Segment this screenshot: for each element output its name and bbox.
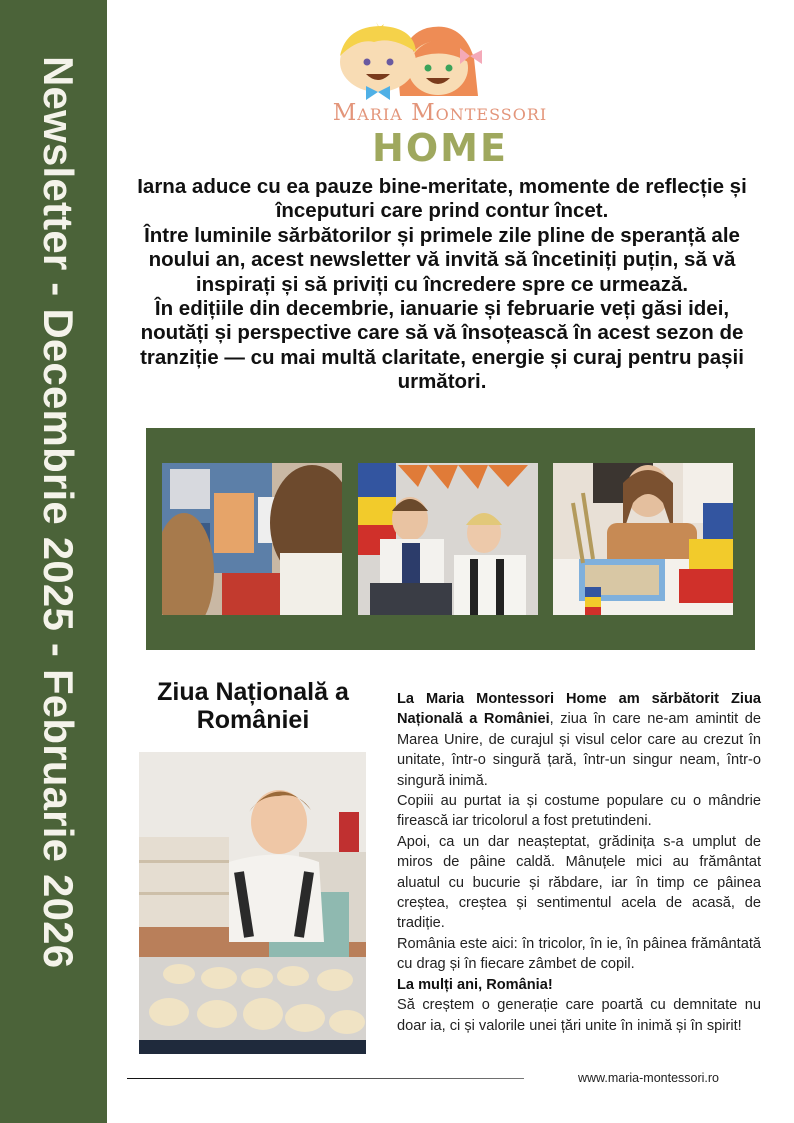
section-title: Ziua Națională a României bbox=[157, 678, 349, 734]
article-lead-bold: La Maria Montessori Home am sărbătorit Ziua Națională a României bbox=[397, 691, 761, 728]
kids-mascot-icon bbox=[322, 18, 492, 100]
gallery-photo-1 bbox=[162, 463, 342, 615]
article-paragraph: Apoi, ca un dar neașteptat, grădinița s-a umplut de miros de pâine caldă. Mânuțele mici au frământat aluatul cu bucurie și răbdare, iar în timp ce pâinea creștea, creștea și sentimentul acela de acasă, de tradiție. bbox=[397, 833, 761, 932]
logo-home-word: HOME bbox=[372, 126, 508, 170]
article-greeting-bold: La mulți ani, România! bbox=[397, 976, 553, 993]
article-paragraph: România este aici: în tricolor, în ie, în pâinea frământată cu drag și în fiecare zâmbet de copil. bbox=[397, 935, 761, 973]
intro-paragraph: În edițiile din decembrie, ianuarie și februarie veți găsi idei, noutăți și perspective care să vă însoțească în acest sezon de tranziție — cu mai multă claritate, energie și curaj pentru pașii următori. bbox=[140, 297, 744, 394]
website-link[interactable]: www.maria-montessori.ro bbox=[578, 1071, 720, 1085]
intro-paragraph: Între luminile sărbătorilor și primele zile pline de speranță ale noului an, acest newsletter vă invită să încetiniți puțin, să vă inspirați și să priviți cu încredere spre ce urmează. bbox=[144, 223, 740, 296]
section-photo bbox=[139, 752, 366, 1054]
intro-paragraph: Iarna aduce cu ea pauze bine-meritate, momente de reflecție și începuturi care prind contur încet. bbox=[137, 175, 747, 223]
article-paragraph: Să creștem o generație care poartă cu demnitate nu doar ia, ci și valorile unei țări unite în inimă și în spirit! bbox=[397, 997, 761, 1034]
gallery-photo-3 bbox=[553, 463, 733, 615]
intro-text bbox=[118, 175, 766, 395]
newsletter-period-title: Newsletter - Decembrie 2025 - Februarie 2026 bbox=[35, 56, 82, 969]
sidebar-band bbox=[0, 0, 107, 1123]
article-body bbox=[397, 689, 761, 1036]
footer-divider bbox=[127, 1078, 524, 1079]
article-paragraph bbox=[397, 975, 761, 995]
photo-gallery bbox=[146, 428, 755, 650]
article-paragraph bbox=[397, 689, 761, 791]
article-lead-rest: , ziua în care ne-am amintit de Marea Unire, de curajul și visul celor care au crezut în unitate, într-o singură țară, într-un singur neam, într-o singură inimă. bbox=[397, 711, 761, 789]
article-paragraph: Copiii au purtat ia și costume populare cu o mândrie firească iar tricolorul a fost pretutindeni. bbox=[397, 793, 761, 830]
logo-school-name: Maria Montessori bbox=[332, 100, 548, 126]
school-logo bbox=[290, 14, 590, 170]
gallery-photo-2 bbox=[358, 463, 538, 615]
